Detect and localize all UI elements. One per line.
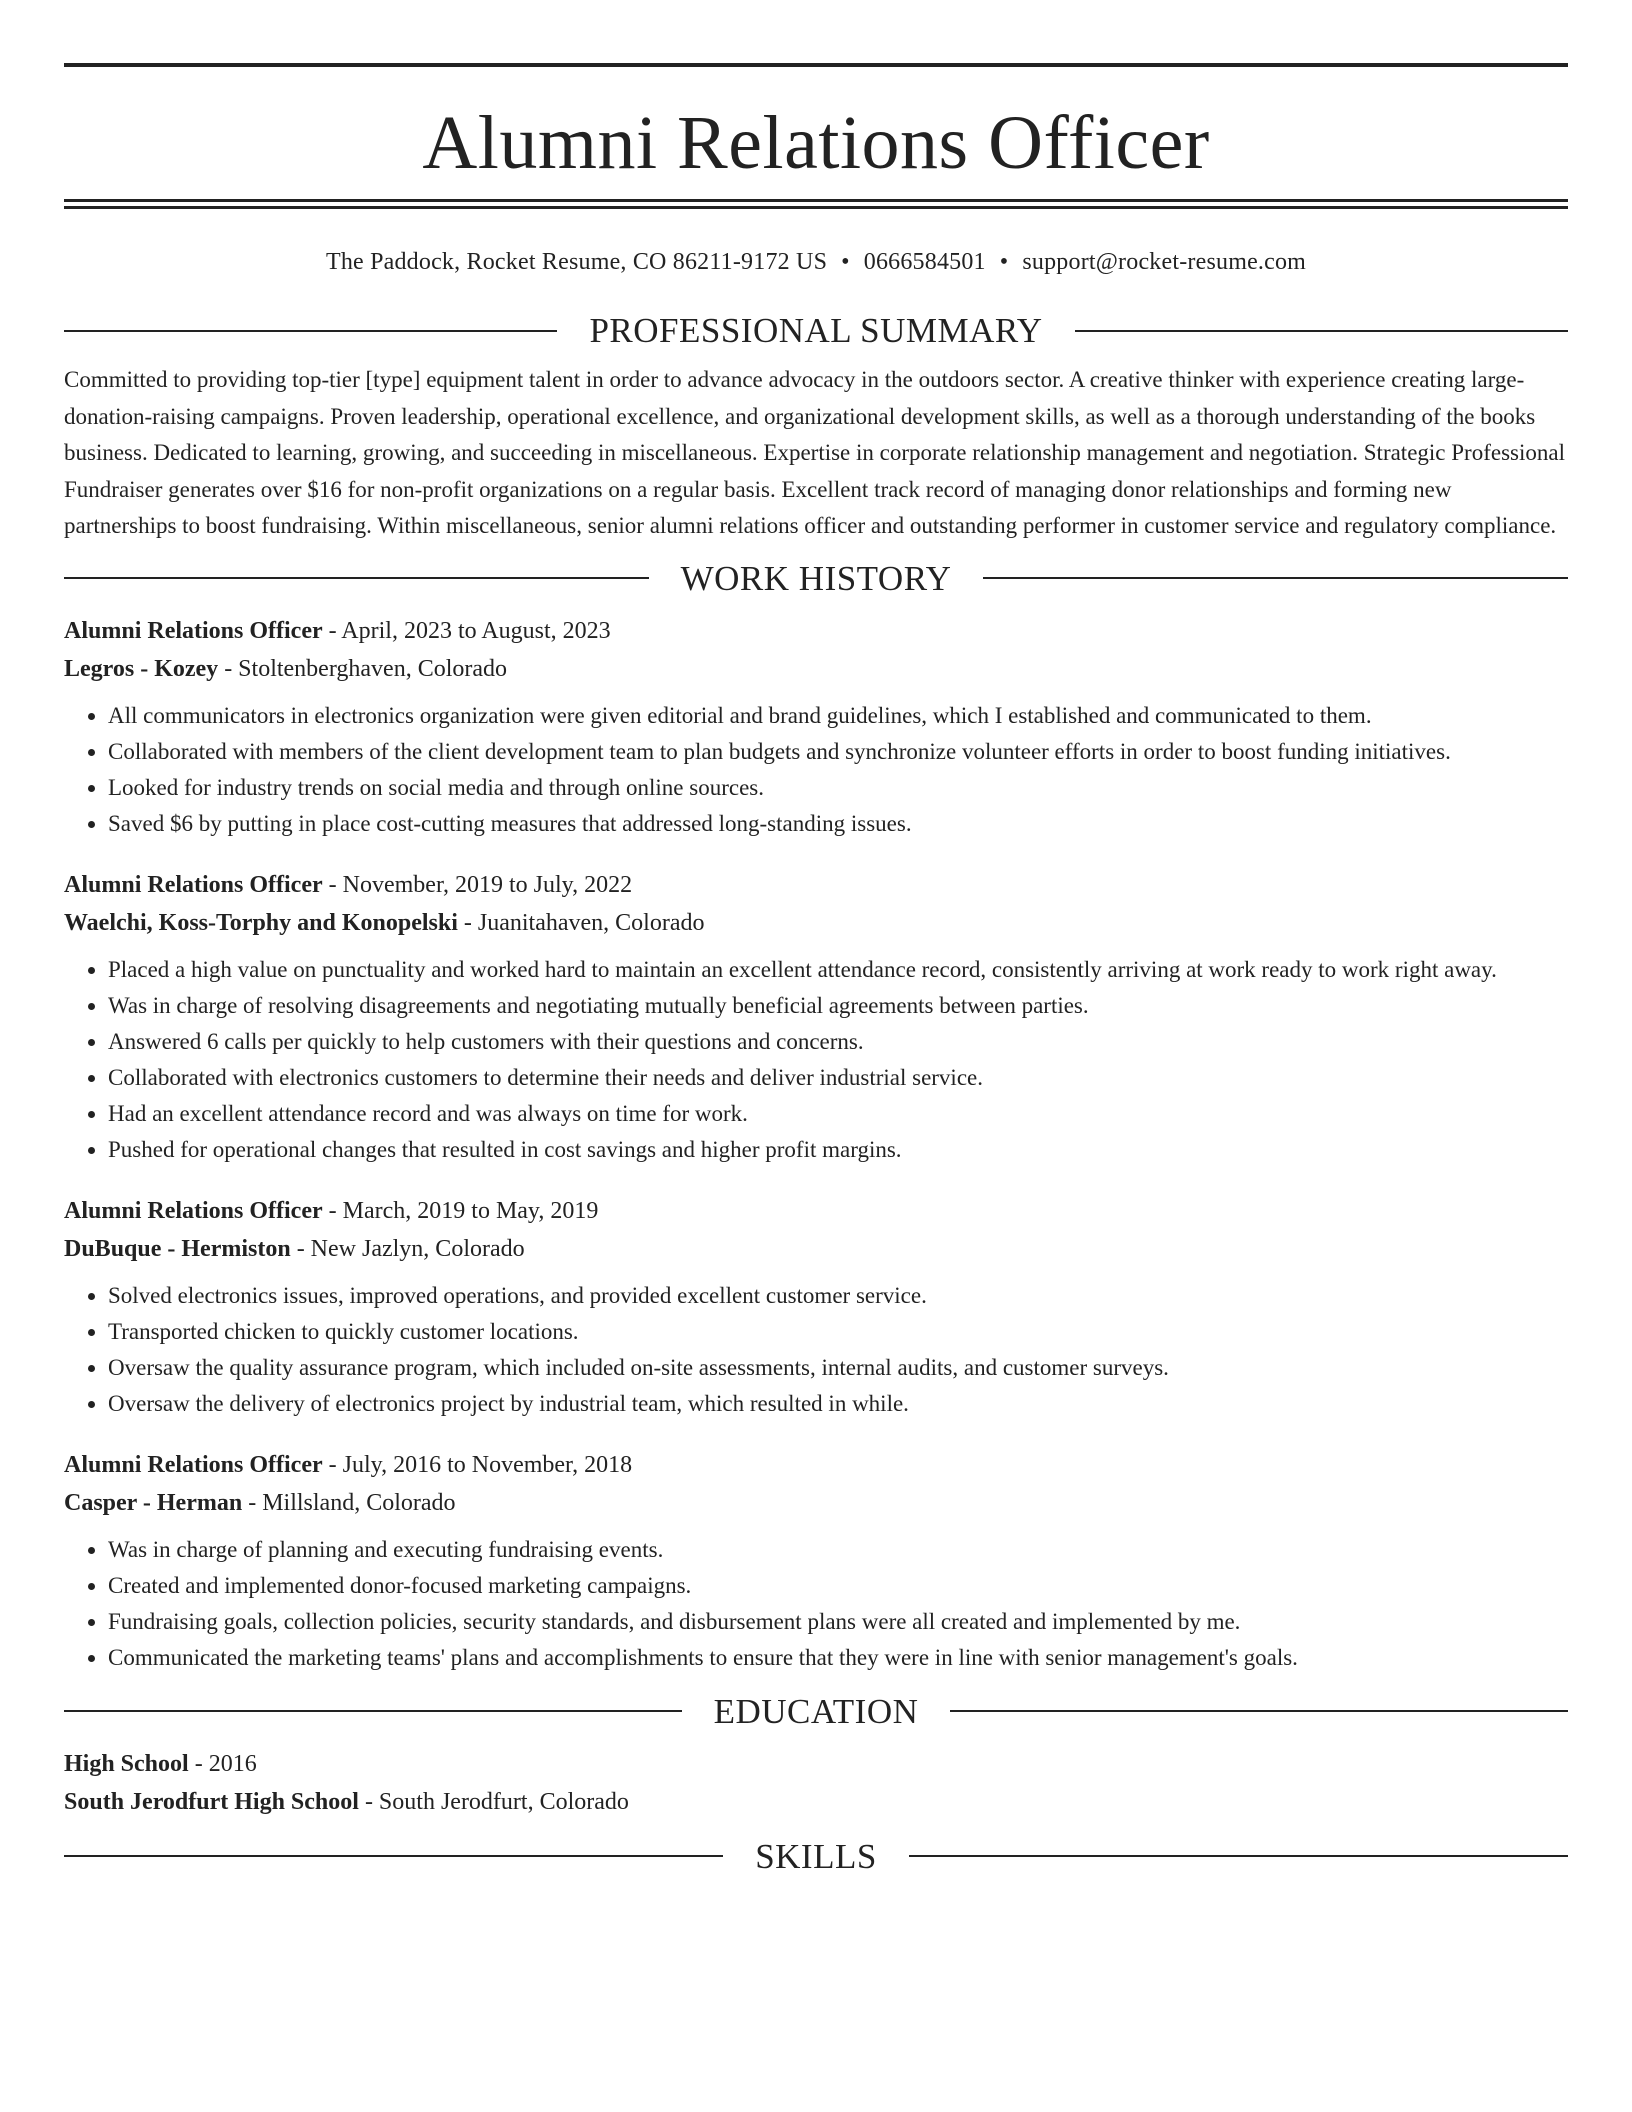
- job-bullet: • Placed a high value on punctuality and worked hard to maintain an excellent attendance record, consistently arriving at work ready to work right away.: [108, 952, 1568, 988]
- job-dates: - July, 2016 to November, 2018: [322, 1451, 633, 1478]
- education-year: - 2016: [188, 1750, 257, 1777]
- job-location: - New Jazlyn, Colorado: [290, 1235, 525, 1262]
- job-bullet: • Collaborated with electronics customers to determine their needs and deliver industrial service.: [108, 1060, 1568, 1096]
- job-bullet: • Oversaw the quality assurance program, which included on-site assessments, internal audits, and customer surveys.: [108, 1350, 1568, 1386]
- section-title-work: WORK HISTORY: [680, 558, 952, 598]
- section-header-work: [64, 558, 1568, 598]
- section-rule-right: [909, 1855, 1568, 1857]
- job-entry: [64, 612, 1568, 842]
- section-title-education: EDUCATION: [713, 1691, 919, 1731]
- job-location: - Juanitahaven, Colorado: [457, 909, 705, 936]
- section-rule-right: [1075, 330, 1568, 332]
- job-company-line: [64, 1230, 1568, 1268]
- job-bullet: • All communicators in electronics organization were given editorial and brand guidelines, which I established and communicated to them.: [108, 698, 1568, 734]
- section-header-skills: [64, 1836, 1568, 1876]
- job-company-line: [64, 1484, 1568, 1522]
- job-company-line: [64, 904, 1568, 942]
- education-degree: High School: [64, 1750, 189, 1777]
- job-role: Alumni Relations Officer: [64, 617, 323, 644]
- section-rule-right: [950, 1710, 1568, 1712]
- job-company-line: [64, 650, 1568, 688]
- job-bullet: • Solved electronics issues, improved operations, and provided excellent customer service.: [108, 1278, 1568, 1314]
- job-entry: [64, 866, 1568, 1168]
- job-bullet: • Created and implemented donor-focused marketing campaigns.: [108, 1568, 1568, 1604]
- job-bullets: [64, 952, 1568, 1168]
- contact-separator: •: [999, 249, 1009, 275]
- job-bullet: • Answered 6 calls per quickly to help customers with their questions and concerns.: [108, 1024, 1568, 1060]
- job-dates: - March, 2019 to May, 2019: [322, 1197, 599, 1224]
- job-entry: [64, 1192, 1568, 1422]
- contact-phone: 0666584501: [863, 249, 986, 275]
- section-rule-right: [983, 577, 1568, 579]
- job-company: Waelchi, Koss-Torphy and Konopelski: [64, 909, 458, 936]
- education-school: South Jerodfurt High School: [64, 1788, 359, 1815]
- job-role: Alumni Relations Officer: [64, 871, 323, 898]
- section-header-summary: [64, 313, 1568, 348]
- summary-text: Committed to providing top-tier [type] equipment talent in order to advance advocacy in the outdoors sector. A creative thinker with experience creating large-donation-raising campaigns. Proven leadership, operational excellence, and organizational development skills, as well as a thorough understanding of the books business. Dedicated to learning, growing, and succeeding in miscellaneous. Expertise in corporate relationship management and negotiation. Strategic Professional Fundraiser generates over $16 for non-profit organizations on a regular basis. Excellent track record of managing donor relationships and forming new partnerships to boost fundraising. Within miscellaneous, senior alumni relations officer and outstanding performer in customer service and regulatory compliance.: [64, 367, 1565, 538]
- section-rule-left: [64, 577, 649, 579]
- job-bullets: [64, 1278, 1568, 1422]
- job-bullet: • Had an excellent attendance record and was always on time for work.: [108, 1096, 1568, 1132]
- education-entry: [64, 1745, 1568, 1821]
- job-company: Casper - Herman: [64, 1489, 243, 1516]
- top-rule: [64, 63, 1568, 67]
- contact-separator: •: [841, 249, 850, 275]
- job-bullet: • Was in charge of planning and executing fundraising events.: [108, 1532, 1568, 1568]
- job-title-line: [64, 1192, 1568, 1230]
- header-double-rule: [64, 199, 1568, 209]
- job-role: Alumni Relations Officer: [64, 1451, 323, 1478]
- section-title-summary: PROFESSIONAL SUMMARY: [589, 311, 1043, 350]
- job-bullets: [64, 1532, 1568, 1676]
- resume-name: Alumni Relations Officer: [422, 101, 1210, 185]
- job-bullet: • Fundraising goals, collection policies, security standards, and disbursement plans were all created and implemented by me.: [108, 1604, 1568, 1640]
- section-rule-left: [64, 1855, 723, 1857]
- job-bullets: [64, 698, 1568, 842]
- job-company: DuBuque - Hermiston: [64, 1235, 291, 1262]
- job-bullet: • Transported chicken to quickly customer locations.: [108, 1314, 1568, 1350]
- education-degree-line: [64, 1745, 1568, 1783]
- job-bullet: • Collaborated with members of the client development team to plan budgets and synchronize volunteer efforts in order to boost funding initiatives.: [108, 734, 1568, 770]
- job-location: - Millsland, Colorado: [242, 1489, 456, 1516]
- job-title-line: [64, 612, 1568, 650]
- section-header-education: [64, 1691, 1568, 1731]
- contact-line: [64, 245, 1568, 279]
- job-bullet: • Communicated the marketing teams' plans and accomplishments to ensure that they were in line with senior management's goals.: [108, 1640, 1568, 1676]
- job-dates: - November, 2019 to July, 2022: [322, 871, 633, 898]
- job-location: - Stoltenberghaven, Colorado: [218, 655, 508, 682]
- job-bullet: • Saved $6 by putting in place cost-cutting measures that addressed long-standing issues.: [108, 806, 1568, 842]
- job-entry: [64, 1446, 1568, 1676]
- section-rule-left: [64, 1710, 682, 1712]
- job-company: Legros - Kozey: [64, 655, 219, 682]
- contact-email[interactable]: support@rocket-resume.com: [1022, 249, 1307, 275]
- contact-address: The Paddock, Rocket Resume, CO 86211-9172 US: [325, 249, 828, 275]
- job-bullet: • Oversaw the delivery of electronics project by industrial team, which resulted in while.: [108, 1386, 1568, 1422]
- education-location: - South Jerodfurt, Colorado: [358, 1788, 629, 1815]
- education-school-line: [64, 1783, 1568, 1821]
- job-title-line: [64, 1446, 1568, 1484]
- job-role: Alumni Relations Officer: [64, 1197, 323, 1224]
- job-bullet: • Pushed for operational changes that resulted in cost savings and higher profit margins.: [108, 1132, 1568, 1168]
- job-bullet: • Looked for industry trends on social media and through online sources.: [108, 770, 1568, 806]
- section-rule-left: [64, 330, 557, 332]
- job-bullet: • Was in charge of resolving disagreements and negotiating mutually beneficial agreements between parties.: [108, 988, 1568, 1024]
- section-title-skills: SKILLS: [755, 1836, 877, 1876]
- job-dates: - April, 2023 to August, 2023: [322, 617, 611, 644]
- job-title-line: [64, 866, 1568, 904]
